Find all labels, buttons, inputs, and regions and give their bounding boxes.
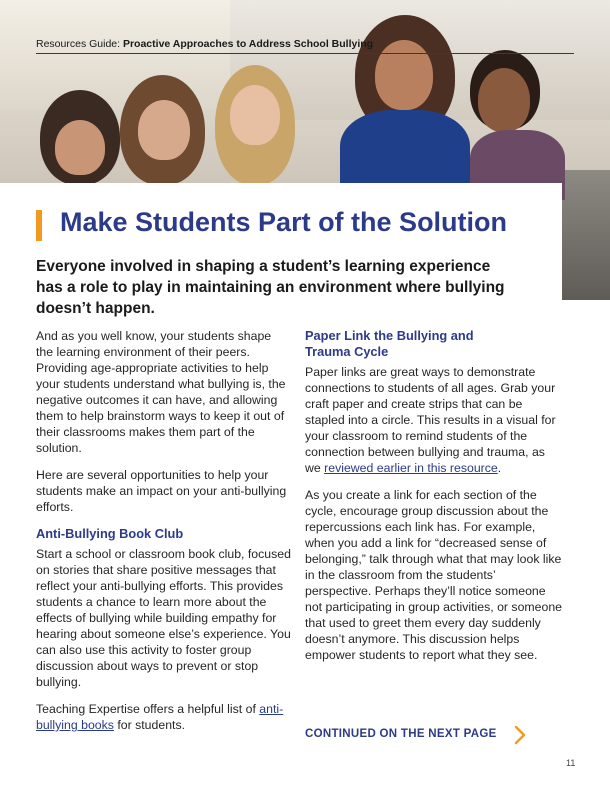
guide-header-prefix: Resources Guide: [36, 38, 123, 50]
header-divider [36, 53, 574, 54]
book-club-heading: Anti-Bullying Book Club [36, 526, 184, 541]
right-column [305, 328, 563, 674]
paper-link-paragraph: Paper links are great ways to demonstrate connections to students of all ages. Grab your craft paper and create strips that can be stapled into a circle. This results in a visual for your classroom to remind students of the connection between bullying and trauma, as we reviewed earlier in this resource. [305, 365, 556, 475]
teacher-figure [375, 40, 433, 110]
continued-next-page-link[interactable]: CONTINUED ON THE NEXT PAGE [305, 728, 497, 740]
page-number: 11 [566, 758, 576, 768]
guide-header-title: Proactive Approaches to Address School Bullying [122, 38, 374, 50]
reviewed-earlier-link[interactable]: reviewed earlier in this resource [324, 461, 498, 475]
title-accent-bar [36, 210, 42, 241]
book-list-paragraph: Teaching Expertise offers a helpful list of anti-bullying books for students. [36, 702, 284, 732]
opportunities-paragraph: Here are several opportunities to help your students make an impact on your anti-bullying efforts. [36, 468, 287, 514]
anti-bullying-books-link[interactable]: anti-bullying books [36, 702, 284, 732]
intro-paragraph: And as you well know, your students shape the learning environment of their peers. Providing age-appropriate activities to help your students understand what bullying is, the negative outcomes it can have, and allowing them to help brainstorm ways to keep it out of their classrooms makes them part of the solution. [36, 329, 286, 455]
student-figure [478, 68, 530, 132]
left-column [36, 328, 291, 744]
discussion-paragraph: As you create a link for each section of the cycle, encourage group discussion about the repercussions each link has. For example, when you add a link for “decreased sense of belonging,” talk through what that may look like in the classroom from the students’ perspective. Perhaps they’ll notice someone not participating in group activities, or someone that used to greet them every day suddenly doesn’t anymore. This discussion helps empower students to report what they see. [305, 488, 563, 662]
lead-paragraph: Everyone involved in shaping a student’s learning experience has a role to play in maintaining an environment where bullying doesn’t happen. [36, 258, 505, 317]
classroom-window [0, 0, 230, 110]
book-club-paragraph: Start a school or classroom book club, focused on stories that share positive messages that reflect your anti-bullying efforts. This provides students a chance to learn more about the effects of bullying while building empathy for hearing about someone else’s experience. You can also use this activity to foster group discussion about ways to prevent or stop bullying. [36, 547, 291, 689]
student-figure [55, 120, 105, 175]
page-title: Make Students Part of the Solution [60, 207, 508, 237]
chevron-right-icon[interactable] [512, 724, 528, 746]
classroom-shelf [560, 170, 610, 300]
student-figure [230, 85, 280, 145]
student-figure [138, 100, 190, 160]
guide-header [36, 38, 373, 50]
paper-link-heading: Paper Link the Bullying and Trauma Cycle [305, 328, 474, 359]
